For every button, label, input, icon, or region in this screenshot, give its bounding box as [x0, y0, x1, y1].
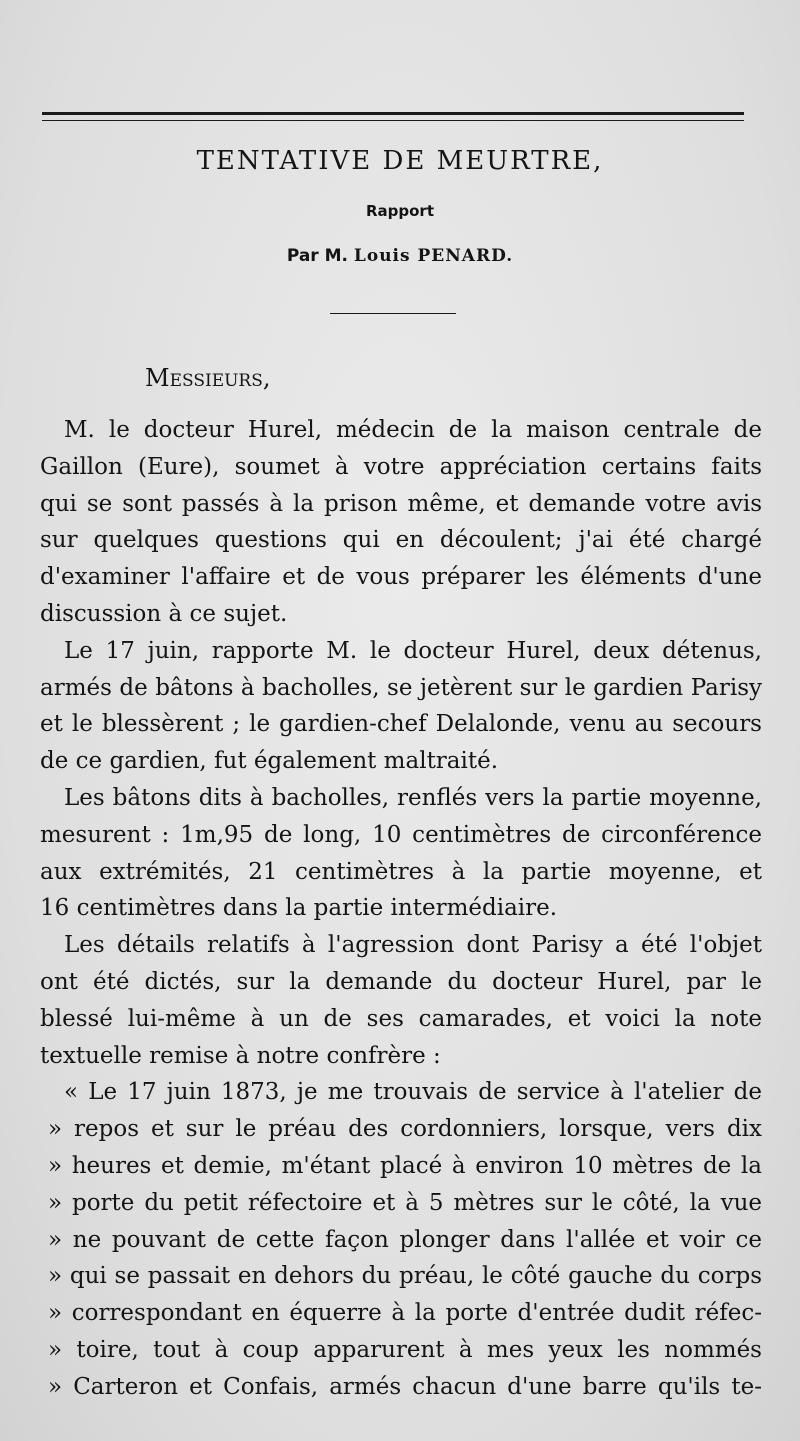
text-line: d'examiner l'affaire et de vous préparer les éléments d'une — [40, 564, 762, 591]
article-subtitle: Rapport — [365, 202, 435, 220]
header-rule-thin — [42, 120, 744, 121]
text-line: « Le 17 juin 1873, je me trouvais de service à l'atelier de — [64, 1079, 762, 1106]
text-line: blessé lui-même à un de ses camarades, et voici la note — [40, 1005, 762, 1032]
text-line: armés de bâtons à bacholles, se jetèrent sur le gardien Parisy — [40, 674, 762, 701]
text-line: » repos et sur le préau des cordonniers, lorsque, vers dix — [48, 1116, 762, 1143]
article-title: TENTATIVE DE MEURTRE, — [196, 146, 604, 176]
text-line: qui se sont passés à la prison même, et demande votre avis — [40, 490, 762, 517]
text-line: Les détails relatifs à l'agression dont Parisy a été l'objet — [64, 932, 762, 959]
text-line: » toire, tout à coup apparurent à mes yeux les nommés — [48, 1336, 762, 1363]
body-text — [40, 412, 762, 1406]
text-line: sur quelques questions qui en découlent; j'ai été chargé — [40, 527, 762, 554]
text-line: ont été dictés, sur la demande du docteur Hurel, par le — [40, 968, 762, 995]
text-line: 16 centimètres dans la partie intermédiaire. — [40, 895, 558, 922]
header-rule-thick — [42, 112, 744, 115]
text-line: M. le docteur Hurel, médecin de la maison centrale de — [64, 417, 762, 443]
text-line: Gaillon (Eure), soumet à votre appréciation certains faits — [40, 453, 762, 480]
text-line: » ne pouvant de cette façon plonger dans l'allée et voir ce — [48, 1226, 762, 1253]
text-line: aux extrémités, 21 centimètres à la partie moyenne, et — [40, 858, 762, 885]
article-author — [0, 246, 800, 266]
author-name: Louis PENARD. — [353, 246, 514, 266]
text-line: » qui se passait en dehors du préau, le côté gauche du corps — [48, 1263, 762, 1290]
text-line: » porte du petit réfectoire et à 5 mètres sur le côté, la vue — [48, 1189, 762, 1216]
text-line: de ce gardien, fut également maltraité. — [40, 748, 499, 775]
text-line: » correspondant en équerre à la porte d'entrée dudit réfec- — [48, 1300, 762, 1327]
text-line: discussion à ce sujet. — [40, 600, 288, 627]
text-line: » heures et demie, m'étant placé à environ 10 mètres de la — [48, 1152, 762, 1179]
author-prefix: Par M. — [286, 246, 348, 266]
text-line: » Carteron et Confais, armés chacun d'une barre qu'ils te- — [48, 1373, 762, 1400]
text-line: textuelle remise à notre confrère : — [40, 1042, 441, 1069]
text-line: Le 17 juin, rapporte M. le docteur Hurel, deux détenus, — [64, 637, 762, 664]
text-line: et le blessèrent ; le gardien-chef Delalonde, venu au secours — [40, 711, 762, 738]
section-divider — [330, 313, 456, 314]
text-line: mesurent : 1m,95 de long, 10 centimètres de circonférence — [40, 821, 762, 848]
salutation: Messieurs, — [145, 364, 271, 392]
text-line: Les bâtons dits à bacholles, renflés vers la partie moyenne, — [64, 784, 762, 811]
